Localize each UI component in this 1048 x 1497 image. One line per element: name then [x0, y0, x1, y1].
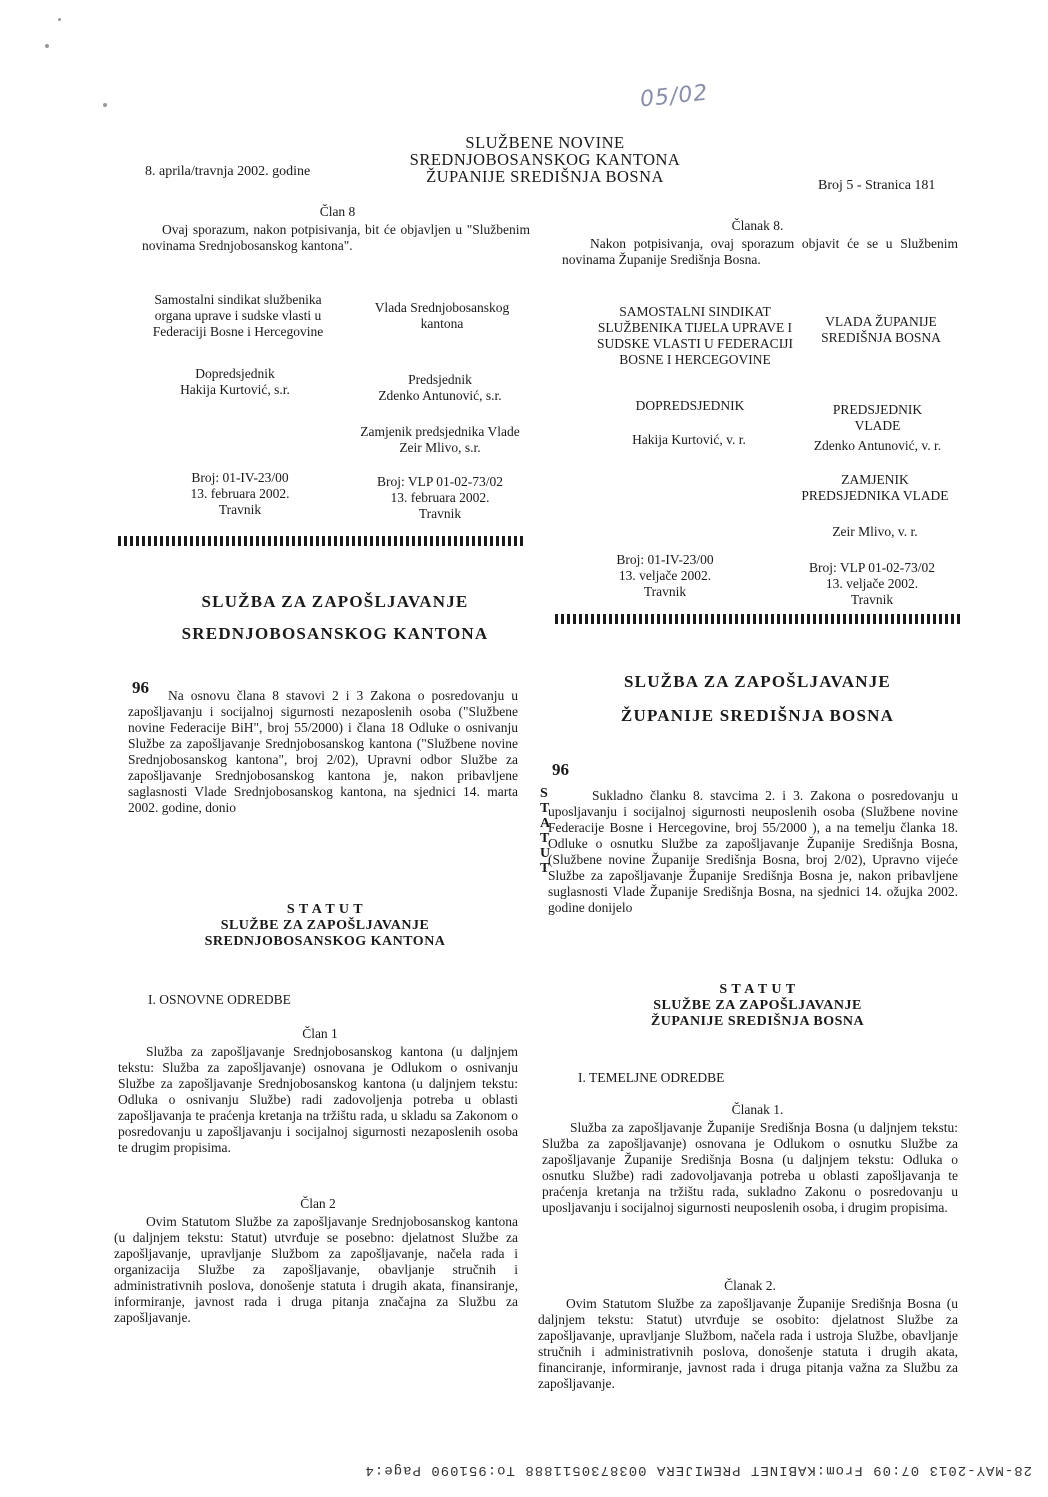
right-section-divider [555, 614, 963, 624]
left-broj-gov: Broj: VLP 01-02-73/02 [376, 474, 503, 489]
left-date-gov: 13. februara 2002. [390, 490, 490, 505]
right-statut-heading: S T A T U T [719, 982, 796, 997]
left-sig-union: Samostalni sindikat službenika organa uprave i sudske vlasti u Federaciji Bosne i Hercegovine [152, 292, 324, 339]
right-date-gov: 13. veljače 2002. [825, 576, 919, 591]
left-statut-subtitle-1: SLUŽBE ZA ZAPOŠLJAVANJE [220, 918, 430, 933]
left-sig-deputy-title: Zamjenik predsjednika Vlade [360, 424, 520, 439]
left-section-divider [118, 536, 526, 546]
right-statut-subtitle-2: ŽUPANIJE SREDIŠNJA BOSNA [650, 1014, 865, 1029]
right-clanak2-text: Ovim Statutom Službe za zapošljavanje Županije Središnja Bosna (u daljnjem tekstu: Statut) utvrđuje se osobito: djelatnost Službe za zapošljavanje, upravljanje Službom, načela rada i ustroja Službe, obavljanje stručnih i administrativnih poslova, donošenje statuta i drugih akata, financiranje, informiranje, javnost rada i druga pitanja važna za Službu za zapošljavanje. [538, 1296, 958, 1391]
right-broj-gov: Broj: VLP 01-02-73/02 [808, 560, 935, 575]
right-sig-deputy-name: Zeir Mlivo, v. r. [832, 524, 918, 539]
right-part-heading: I. TEMELJNE ODREDBE [578, 1070, 725, 1085]
left-sig-pres-title: Predsjednik [408, 372, 472, 387]
masthead [395, 134, 695, 185]
left-section-title-1: SLUŽBA ZA ZAPOŠLJAVANJE [201, 592, 469, 611]
right-clanak1-heading: Članak 1. [731, 1102, 784, 1117]
scan-speck [103, 103, 107, 107]
left-clan8-text: Ovaj sporazum, nakon potpisivanja, bit će objavljen u "Službenim novinama Srednjobosanskog kantona". [142, 222, 530, 253]
right-clanak2-heading: Članak 2. [724, 1278, 776, 1293]
left-item-number: 96 [132, 678, 149, 697]
left-date-union: 13. februara 2002. [190, 486, 290, 501]
left-section-title-2: SREDNJOBOSANSKOG KANTONA [181, 624, 489, 643]
right-sig-vp-name: Hakija Kurtović, v. r. [632, 432, 746, 447]
left-sig-government: Vlada Srednjobosanskog kantona [374, 300, 510, 331]
right-section-title-2: ŽUPANIJE SREDIŠNJA BOSNA [620, 706, 895, 725]
issue-date: 8. aprila/travnja 2002. godine [145, 164, 311, 179]
masthead-line2: SREDNJOBOSANSKOG KANTONA [409, 150, 681, 169]
left-clan8-heading: Član 8 [319, 204, 356, 219]
scan-speck [58, 18, 61, 21]
fax-transmission-footer: 28-MAY-2013 07:09 From:KABINET PREMIJERA 0038730511888 To:951090 Page:4 [364, 1462, 1032, 1478]
left-place-gov: Travnik [418, 506, 462, 521]
right-sig-union: SAMOSTALNI SINDIKAT SLUŽBENIKA TIJELA UPRAVE I SUDSKE VLASTI U FEDERACIJI BOSNE I HERCEGOVINE [597, 304, 793, 367]
right-clanak1-text: Služba za zapošljavanje Županije Središnja Bosna (u daljnjem tekstu: Služba za zapošljavanje) osnovana je Odlukom o osnutku Službe za zapošljavanje Županije Središnja Bosna (u daljnjem tekstu: Odluka o osnutku Službe) radi zadovoljavanja potreba u oblasti zapošljavanja te praćenja kretanja na tržištu rada, sukladno Zakonu o posredovanju u uposljavanju i socijalnoj sigurnosti neuposlenih osoba, i drugim propisima. [542, 1120, 958, 1215]
left-broj-union: Broj: 01-IV-23/00 [191, 470, 289, 485]
right-item-number: 96 [552, 760, 569, 779]
right-clanak8-heading: Članak 8. [731, 218, 784, 233]
right-sig-vp-title: DOPREDSJEDNIK [635, 398, 745, 413]
masthead-line3: ŽUPANIJE SREDIŠNJA BOSNA [426, 167, 664, 186]
left-clan2-text: Ovim Statutom Službe za zapošljavanje Srednjobosanskog kantona (u daljnjem tekstu: Statut) utvrđuje se posebno: djelatnost Službe za zapošljavanje, upravljanje Službom za zapošljavanje, načela rada i organizacija Službe za zapošljavanje, obavljanje stručnih i administrativnih poslova, donošenje statuta i drugih akata, finansiranje, informiranje, javnost rada i druga pitanja značajna za Službu za zapošljavanje. [114, 1214, 518, 1325]
left-part-heading: I. OSNOVNE ODREDBE [148, 992, 291, 1007]
issue-number: Broj 5 - Stranica 181 [818, 178, 936, 193]
left-sig-pres-name: Zdenko Antunović, s.r. [378, 388, 502, 403]
left-statut-subtitle-2: SREDNJOBOSANSKOG KANTONA [204, 934, 446, 949]
left-place-union: Travnik [218, 502, 262, 517]
left-sig-vp-title: Dopredsjednik [195, 366, 275, 381]
right-section-title-1: SLUŽBA ZA ZAPOŠLJAVANJE [624, 672, 891, 691]
right-place-gov: Travnik [850, 592, 894, 607]
right-sig-deputy-title: ZAMJENIK PREDSJEDNIKA VLADE [801, 472, 949, 503]
right-date-union: 13. veljače 2002. [618, 568, 712, 583]
right-intro-text: Sukladno članku 8. stavcima 2. i 3. Zakona o posredovanju u uposljavanju i socijalnoj sigurnosti neuposlenih osoba (Službene novine Federacije Bosne i Hercegovine, broj 55/2000 ), a na temelju članka 18. Odluke o osnutku Službe za zapošljavanje Županije Središnja Bosna, (Službene novine Županije Središnja Bosna, broj 2/02), Upravno vijeće Službe za zapošljavanje Županije Središnja Bosna je, nakon pribavljene suglasnosti Vlade Županije Središnja Bosna, na sjednici 14. ožujka 2002. godine donijelo [548, 788, 958, 915]
left-clan1-text: Služba za zapošljavanje Srednjobosanskog kantona (u daljnjem tekstu: Služba za zapošljavanje) osnovana je Odlukom o osnivanju Službe za zapošljavanje Srednjobosanskog kantona (u daljnjem tekstu: Odluka o osnivanju Službe) radi zadovoljenja potreba u oblasti zapošljavanja te praćenja kretanja na tržištu rada, u skladu sa Zakonom o posredovanju u zapošljavanju i socijalnoj sigurnosti nezaposlenih osoba te drugim propisima. [118, 1044, 518, 1155]
right-clanak8-text: Nakon potpisivanja, ovaj sporazum objavit će se u Službenim novinama Županije Središnja Bosna. [562, 236, 958, 267]
right-statut-subtitle-1: SLUŽBE ZA ZAPOŠLJAVANJE [653, 998, 862, 1013]
left-sig-deputy-name: Zeir Mlivo, s.r. [399, 440, 481, 455]
left-intro-text: Na osnovu člana 8 stavovi 2 i 3 Zakona o posredovanju u zapošljavanju i socijalnoj sigurnosti nezaposlenih osoba ("Službene novine Federacije BiH", broj 55/2000) i člana 18 Odluke o osnivanju Službe za zapošljavanje Srednjobosanskog kantona ("Službene novine Srednjobosanskog kantona", broj 2/02), Upravni odbor Službe za zapošljavanje Srednjobosanskog kantona je, nakon pribavljene saglasnosti Vlade Srednjobosanskog kantona, na sjednici 14. marta 2002. godine, donio [128, 688, 518, 815]
left-statut-title: S T A T U T [286, 902, 364, 917]
right-sig-government: VLADA ŽUPANIJE SREDIŠNJA BOSNA [821, 314, 941, 345]
left-clan2-heading: Član 2 [300, 1196, 336, 1211]
right-place-union: Travnik [643, 584, 687, 599]
masthead-line1: SLUŽBENE NOVINE [465, 133, 625, 152]
scan-speck [45, 44, 49, 48]
right-sig-pres-title: PREDSJEDNIK VLADE [832, 402, 923, 433]
right-sig-pres-name: Zdenko Antunović, v. r. [813, 438, 942, 453]
left-clan1-heading: Član 1 [302, 1026, 338, 1041]
left-sig-vp-name: Hakija Kurtović, s.r. [180, 382, 290, 397]
handwritten-reference: 05/02 [638, 80, 710, 113]
right-broj-union: Broj: 01-IV-23/00 [616, 552, 714, 567]
